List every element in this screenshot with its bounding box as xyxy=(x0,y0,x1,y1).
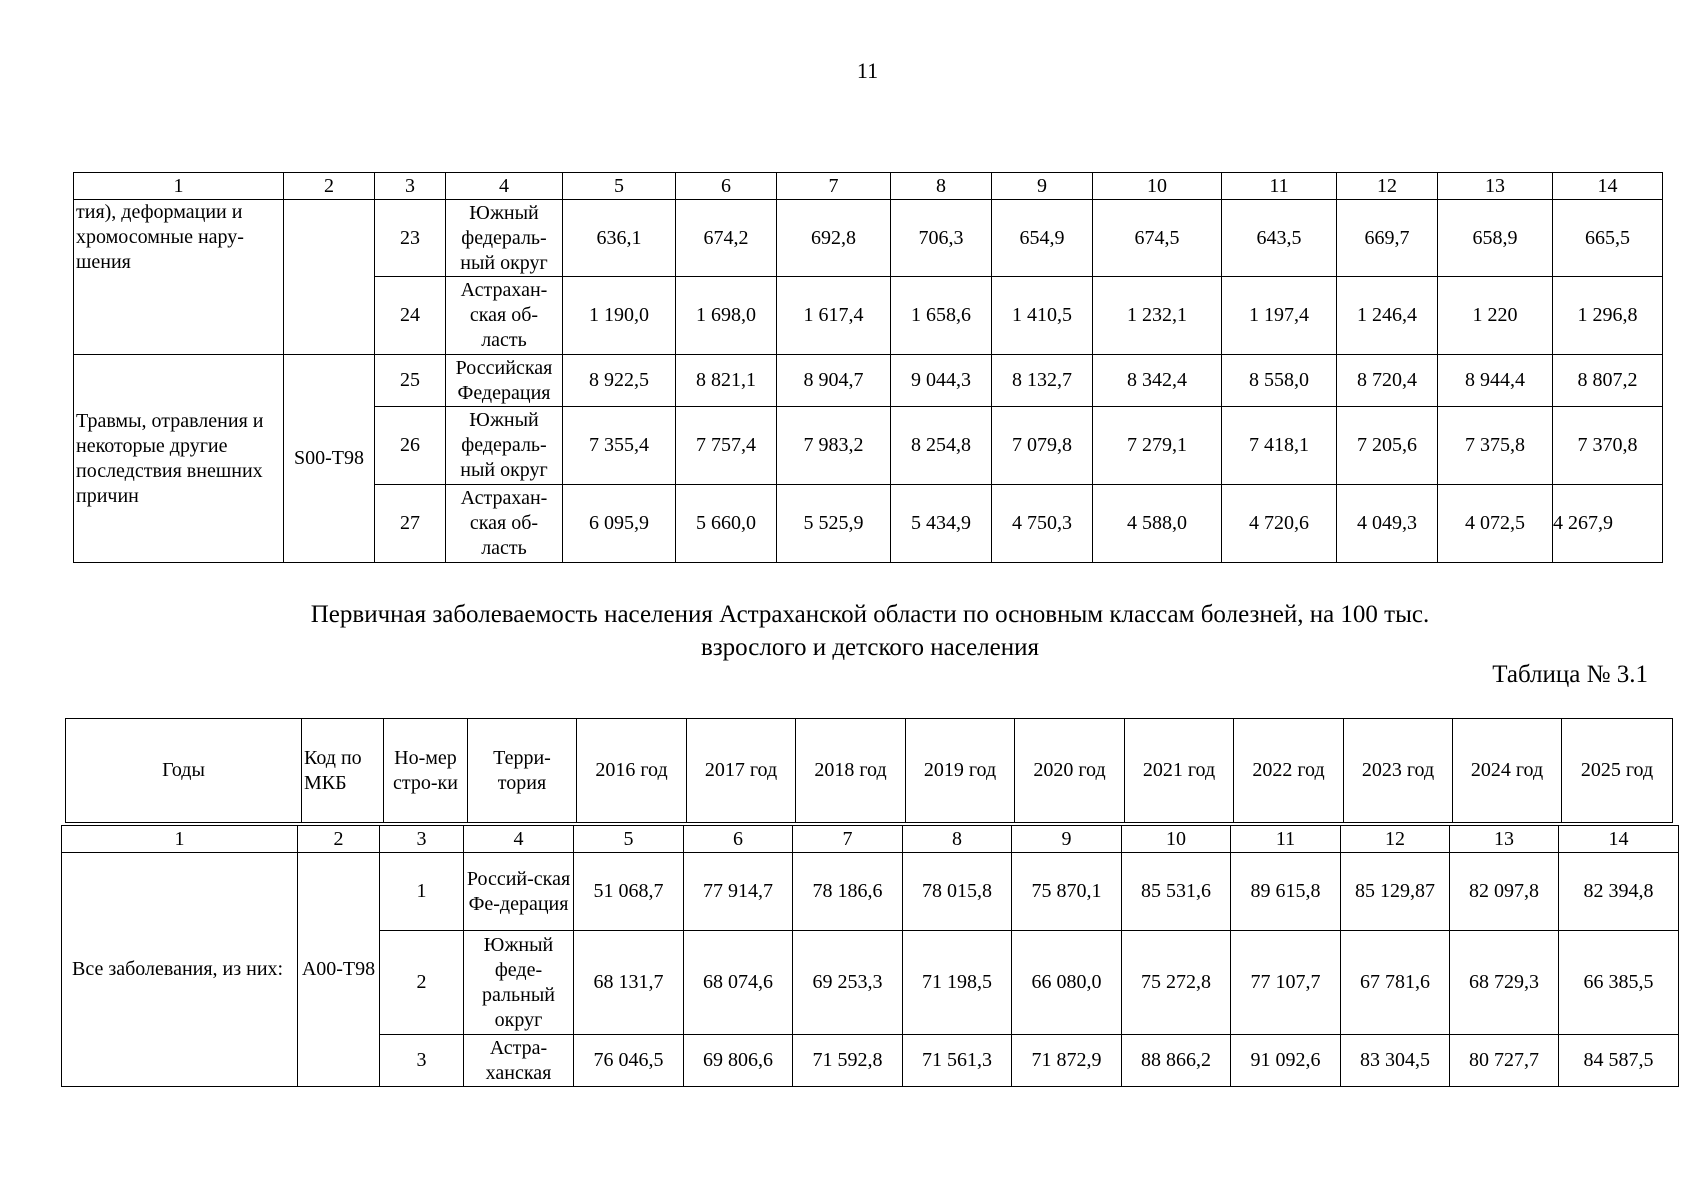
value-cell: 1 220 xyxy=(1438,277,1553,355)
column-header: Годы xyxy=(66,719,302,823)
column-header: Код по МКБ xyxy=(302,719,384,823)
value-cell: 67 781,6 xyxy=(1341,931,1450,1035)
value-cell: 1 617,4 xyxy=(777,277,891,355)
column-header: 2016 год xyxy=(577,719,687,823)
column-header: Но-мер стро-ки xyxy=(384,719,468,823)
value-cell: 80 727,7 xyxy=(1450,1035,1559,1087)
value-cell: 692,8 xyxy=(777,200,891,277)
value-cell: 51 068,7 xyxy=(574,853,684,931)
column-header: 2022 год xyxy=(1234,719,1344,823)
column-header: 2020 год xyxy=(1015,719,1125,823)
value-cell: 78 186,6 xyxy=(793,853,903,931)
page-number: 11 xyxy=(856,58,879,83)
line-number-cell: 1 xyxy=(380,853,464,931)
continued-table xyxy=(73,172,1663,563)
value-cell: 6 095,9 xyxy=(563,485,676,563)
line-number-cell: 23 xyxy=(375,200,446,277)
territory-cell: Астра-ханская xyxy=(464,1035,574,1087)
value-cell: 9 044,3 xyxy=(891,355,992,407)
value-cell: 1 698,0 xyxy=(676,277,777,355)
value-cell: 5 434,9 xyxy=(891,485,992,563)
value-cell: 69 253,3 xyxy=(793,931,903,1035)
column-number: 3 xyxy=(375,173,446,200)
table-row xyxy=(62,853,1679,931)
value-cell: 1 246,4 xyxy=(1337,277,1438,355)
value-cell: 5 525,9 xyxy=(777,485,891,563)
column-number: 2 xyxy=(298,826,380,853)
value-cell: 78 015,8 xyxy=(903,853,1012,931)
value-cell: 89 615,8 xyxy=(1231,853,1341,931)
value-cell: 1 197,4 xyxy=(1222,277,1337,355)
header-row xyxy=(66,719,1673,823)
territory-cell: Россий-ская Фе-дерация xyxy=(464,853,574,931)
line-number-cell: 24 xyxy=(375,277,446,355)
column-number: 7 xyxy=(793,826,903,853)
value-cell: 669,7 xyxy=(1337,200,1438,277)
value-cell: 8 922,5 xyxy=(563,355,676,407)
value-cell: 8 132,7 xyxy=(992,355,1093,407)
value-cell: 76 046,5 xyxy=(574,1035,684,1087)
column-header: 2018 год xyxy=(796,719,906,823)
column-number: 13 xyxy=(1450,826,1559,853)
column-header: 2019 год xyxy=(906,719,1015,823)
value-cell: 66 385,5 xyxy=(1559,931,1679,1035)
value-cell: 75 870,1 xyxy=(1012,853,1122,931)
territory-cell: Южный федераль-ный округ xyxy=(446,200,563,277)
value-cell: 654,9 xyxy=(992,200,1093,277)
value-cell: 1 658,6 xyxy=(891,277,992,355)
value-cell: 85 129,87 xyxy=(1341,853,1450,931)
column-number: 7 xyxy=(777,173,891,200)
disease-class-cell: Травмы, отравления и некоторые другие последствия внешних причин xyxy=(74,355,284,563)
column-header: 2024 год xyxy=(1453,719,1562,823)
column-number: 5 xyxy=(574,826,684,853)
table-label: Таблица № 3.1 xyxy=(1492,661,1648,688)
column-header: 2025 год xyxy=(1562,719,1673,823)
territory-cell: Астрахан-ская об-ласть xyxy=(446,485,563,563)
line-number-cell: 2 xyxy=(380,931,464,1035)
line-number-cell: 26 xyxy=(375,407,446,485)
value-cell: 8 558,0 xyxy=(1222,355,1337,407)
column-number: 3 xyxy=(380,826,464,853)
icd-code-cell: А00-Т98 xyxy=(298,853,380,1087)
value-cell: 77 914,7 xyxy=(684,853,793,931)
column-number: 2 xyxy=(284,173,375,200)
column-number-row xyxy=(74,173,1663,200)
value-cell: 4 720,6 xyxy=(1222,485,1337,563)
value-cell: 77 107,7 xyxy=(1231,931,1341,1035)
value-cell: 1 190,0 xyxy=(563,277,676,355)
value-cell: 1 410,5 xyxy=(992,277,1093,355)
value-cell: 85 531,6 xyxy=(1122,853,1231,931)
column-number: 1 xyxy=(74,173,284,200)
disease-class-cell: тия), деформации и хромосомные нару-шения xyxy=(74,200,284,355)
table-row xyxy=(74,355,1663,407)
column-number-row xyxy=(62,826,1679,853)
value-cell: 8 254,8 xyxy=(891,407,992,485)
column-number: 10 xyxy=(1122,826,1231,853)
column-header: 2017 год xyxy=(687,719,796,823)
column-number: 9 xyxy=(992,173,1093,200)
value-cell: 7 279,1 xyxy=(1093,407,1222,485)
column-number: 12 xyxy=(1337,173,1438,200)
column-header: Терри-тория xyxy=(468,719,577,823)
value-cell: 665,5 xyxy=(1553,200,1663,277)
value-cell: 658,9 xyxy=(1438,200,1553,277)
value-cell: 674,2 xyxy=(676,200,777,277)
line-number-cell: 25 xyxy=(375,355,446,407)
value-cell: 68 131,7 xyxy=(574,931,684,1035)
value-cell: 69 806,6 xyxy=(684,1035,793,1087)
column-number: 11 xyxy=(1231,826,1341,853)
territory-cell: Астрахан-ская об-ласть xyxy=(446,277,563,355)
value-cell: 8 720,4 xyxy=(1337,355,1438,407)
value-cell: 83 304,5 xyxy=(1341,1035,1450,1087)
territory-cell: Южный феде-ральный округ xyxy=(464,931,574,1035)
column-number: 12 xyxy=(1341,826,1450,853)
line-number-cell: 3 xyxy=(380,1035,464,1087)
value-cell: 7 375,8 xyxy=(1438,407,1553,485)
value-cell: 91 092,6 xyxy=(1231,1035,1341,1087)
value-cell: 4 072,5 xyxy=(1438,485,1553,563)
column-number: 5 xyxy=(563,173,676,200)
column-number: 6 xyxy=(684,826,793,853)
value-cell: 5 660,0 xyxy=(676,485,777,563)
value-cell: 4 267,9 xyxy=(1553,485,1663,563)
column-header: 2023 год xyxy=(1344,719,1453,823)
column-number: 13 xyxy=(1438,173,1553,200)
column-header: 2021 год xyxy=(1125,719,1234,823)
value-cell: 8 944,4 xyxy=(1438,355,1553,407)
icd-code-cell: S00-T98 xyxy=(284,355,375,563)
territory-cell: Южный федераль-ный округ xyxy=(446,407,563,485)
value-cell: 7 079,8 xyxy=(992,407,1093,485)
value-cell: 4 049,3 xyxy=(1337,485,1438,563)
table-row xyxy=(74,200,1663,277)
column-number: 8 xyxy=(903,826,1012,853)
value-cell: 4 750,3 xyxy=(992,485,1093,563)
value-cell: 84 587,5 xyxy=(1559,1035,1679,1087)
value-cell: 8 807,2 xyxy=(1553,355,1663,407)
value-cell: 66 080,0 xyxy=(1012,931,1122,1035)
value-cell: 4 588,0 xyxy=(1093,485,1222,563)
value-cell: 1 232,1 xyxy=(1093,277,1222,355)
value-cell: 674,5 xyxy=(1093,200,1222,277)
value-cell: 82 394,8 xyxy=(1559,853,1679,931)
value-cell: 1 296,8 xyxy=(1553,277,1663,355)
value-cell: 706,3 xyxy=(891,200,992,277)
column-number: 14 xyxy=(1559,826,1679,853)
value-cell: 82 097,8 xyxy=(1450,853,1559,931)
column-number: 1 xyxy=(62,826,298,853)
line-number-cell: 27 xyxy=(375,485,446,563)
table-3-1-body xyxy=(61,825,1679,1087)
value-cell: 636,1 xyxy=(563,200,676,277)
value-cell: 71 592,8 xyxy=(793,1035,903,1087)
column-number: 4 xyxy=(464,826,574,853)
column-number: 4 xyxy=(446,173,563,200)
value-cell: 7 370,8 xyxy=(1553,407,1663,485)
value-cell: 68 074,6 xyxy=(684,931,793,1035)
table-3-1-header xyxy=(65,718,1673,823)
value-cell: 8 821,1 xyxy=(676,355,777,407)
value-cell: 71 561,3 xyxy=(903,1035,1012,1087)
value-cell: 68 729,3 xyxy=(1450,931,1559,1035)
value-cell: 7 418,1 xyxy=(1222,407,1337,485)
value-cell: 7 757,4 xyxy=(676,407,777,485)
table-caption-line-2: взрослого и детского населения xyxy=(700,634,1040,661)
column-number: 8 xyxy=(891,173,992,200)
value-cell: 643,5 xyxy=(1222,200,1337,277)
value-cell: 8 342,4 xyxy=(1093,355,1222,407)
column-number: 10 xyxy=(1093,173,1222,200)
column-number: 14 xyxy=(1553,173,1663,200)
column-number: 6 xyxy=(676,173,777,200)
column-number: 11 xyxy=(1222,173,1337,200)
value-cell: 71 198,5 xyxy=(903,931,1012,1035)
value-cell: 7 983,2 xyxy=(777,407,891,485)
territory-cell: Российская Федерация xyxy=(446,355,563,407)
value-cell: 7 205,6 xyxy=(1337,407,1438,485)
value-cell: 7 355,4 xyxy=(563,407,676,485)
disease-class-cell: Все заболевания, из них: xyxy=(62,853,298,1087)
value-cell: 88 866,2 xyxy=(1122,1035,1231,1087)
value-cell: 71 872,9 xyxy=(1012,1035,1122,1087)
icd-code-cell xyxy=(284,200,375,355)
column-number: 9 xyxy=(1012,826,1122,853)
value-cell: 75 272,8 xyxy=(1122,931,1231,1035)
value-cell: 8 904,7 xyxy=(777,355,891,407)
table-caption-line-1: Первичная заболеваемость населения Астраханской области по основным классам болезней, на 100 тыс. xyxy=(310,601,1430,628)
